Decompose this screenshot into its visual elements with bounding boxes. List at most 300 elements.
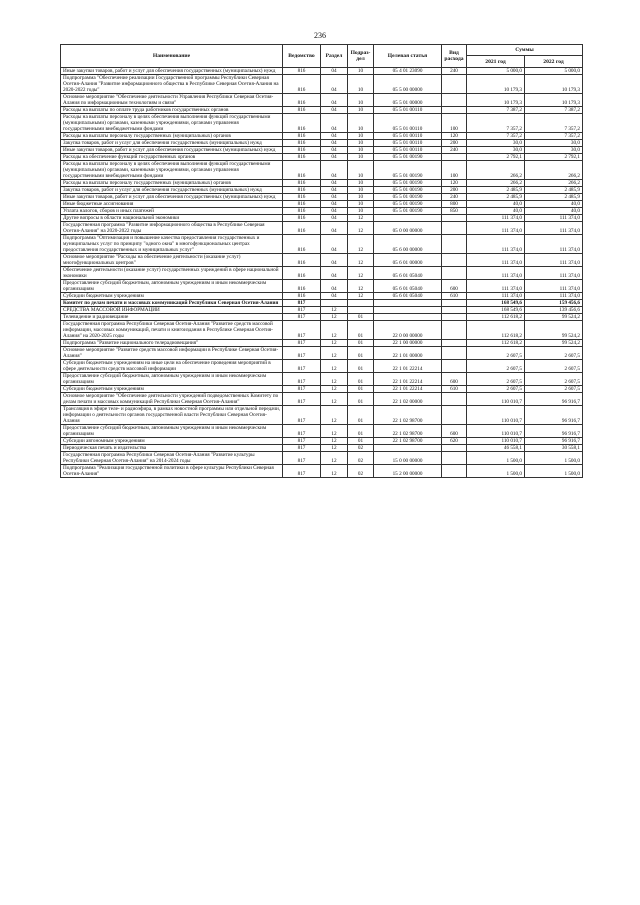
row-razdel: 12 [321,321,348,340]
row-razdel: 12 [321,425,348,438]
row-vr [442,465,467,478]
row-razdel: 12 [321,307,348,314]
row-csr: 05 5 01 00110 [374,147,442,154]
table-row [61,215,583,222]
row-name: Другие вопросы в области национальной экономики [61,215,283,222]
row-podrazdel: 10 [348,140,374,147]
table-row [61,107,583,114]
row-csr: 05 6 00 00000 [374,235,442,254]
row-name: Предоставление субсидий бюджетным, автономным учреждениям и иным некоммерческим организациям [61,373,283,386]
row-sum-2021: 2 607,5 [467,347,525,360]
row-sum-2021: 110 010,7 [467,406,525,425]
row-name: Государственная программа "Развитие информационного общества в Республике Северная Осетия-Алания" на 2020-2022 годы [61,222,283,235]
row-razdel: 04 [321,201,348,208]
row-ved: 817 [283,300,321,307]
header-vr: Вид расхода [442,45,467,68]
row-ved: 817 [283,360,321,373]
row-name: Расходы на выплаты персоналу в целях обеспечения выполнения функций государственными (муниципальными) органами, казенными учреждениями, органами управления государственными внебюджетными фондами [61,161,283,180]
row-ved: 816 [283,208,321,215]
row-sum-2021: 2 485,9 [467,187,525,194]
row-ved: 816 [283,215,321,222]
header-year-2022: 2022 год [525,56,583,68]
budget-table-body [61,68,583,478]
row-csr: 05 5 01 00190 [374,187,442,194]
row-sum-2021: 2 485,9 [467,194,525,201]
row-name: Основное мероприятие "Обеспечение деятельности Управления Республики Северная Осетия-Алания по информационным технологиям и связи" [61,94,283,107]
row-sum-2022: 2 792,1 [525,154,583,161]
row-sum-2022: 1 500,0 [525,465,583,478]
row-podrazdel: 10 [348,75,374,94]
row-razdel: 04 [321,133,348,140]
row-sum-2022: 99 524,2 [525,314,583,321]
row-csr: 05 5 01 00000 [374,94,442,107]
row-ved: 816 [283,154,321,161]
row-sum-2022: 111 374,0 [525,267,583,280]
row-sum-2021: 10 179,3 [467,75,525,94]
row-name: СРЕДСТВА МАССОВОЙ ИНФОРМАЦИИ [61,307,283,314]
row-csr: 05 5 01 00110 [374,140,442,147]
table-row [61,254,583,267]
row-podrazdel: 01 [348,340,374,347]
row-ved: 816 [283,293,321,300]
row-razdel: 04 [321,68,348,75]
row-name: Субсидии бюджетным учреждениям [61,293,283,300]
row-name: Субсидии бюджетным учреждениям на иные цели на обеспечение проведения мероприятий в сфере деятельности средств массовой информации [61,360,283,373]
row-csr: 05 5 01 00190 [374,154,442,161]
row-podrazdel: 12 [348,254,374,267]
table-row [61,314,583,321]
row-podrazdel: 12 [348,222,374,235]
table-row [61,133,583,140]
row-razdel: 12 [321,438,348,445]
row-sum-2021: 111 374,0 [467,254,525,267]
row-name: Подпрограмма "Развитие национального телерадиовещания" [61,340,283,347]
row-sum-2022: 30 558,1 [525,445,583,452]
row-sum-2021: 111 374,0 [467,235,525,254]
row-vr [442,393,467,406]
row-name: Уплата налогов, сборов и иных платежей [61,208,283,215]
row-ved: 816 [283,68,321,75]
row-podrazdel: 01 [348,314,374,321]
row-ved: 817 [283,386,321,393]
row-podrazdel: 10 [348,107,374,114]
row-csr: 05 5 01 00190 [374,201,442,208]
row-ved: 816 [283,235,321,254]
row-razdel: 04 [321,140,348,147]
row-podrazdel: 10 [348,147,374,154]
row-ved: 817 [283,438,321,445]
table-row [61,154,583,161]
row-sum-2022: 111 374,0 [525,215,583,222]
header-csr: Целевая статья [374,45,442,68]
row-ved: 816 [283,194,321,201]
row-csr: 05 6 01 05040 [374,293,442,300]
row-sum-2021: 112 618,2 [467,314,525,321]
row-vr [442,347,467,360]
row-podrazdel: 01 [348,347,374,360]
row-ved: 817 [283,373,321,386]
row-csr: 05 5 01 00190 [374,161,442,180]
row-podrazdel: 01 [348,425,374,438]
row-razdel: 04 [321,114,348,133]
table-row [61,340,583,347]
row-podrazdel: 12 [348,293,374,300]
row-sum-2021: 111 374,0 [467,280,525,293]
row-razdel: 04 [321,147,348,154]
row-sum-2021: 10 179,3 [467,94,525,107]
row-ved: 816 [283,75,321,94]
row-vr [442,222,467,235]
row-podrazdel: 01 [348,406,374,425]
row-csr: 05 5 01 00190 [374,180,442,187]
row-razdel: 12 [321,340,348,347]
table-row [61,140,583,147]
row-csr: 05 5 01 00190 [374,194,442,201]
table-row [61,406,583,425]
row-vr: 600 [442,373,467,386]
row-sum-2022: 30,0 [525,147,583,154]
header-year-2021: 2021 год [467,56,525,68]
row-razdel: 12 [321,314,348,321]
row-podrazdel: 02 [348,465,374,478]
row-razdel: 04 [321,154,348,161]
row-sum-2022: 111 374,0 [525,280,583,293]
row-sum-2022: 7 357,2 [525,133,583,140]
row-csr [374,445,442,452]
row-ved: 817 [283,340,321,347]
table-row [61,68,583,75]
row-podrazdel: 10 [348,180,374,187]
row-vr [442,340,467,347]
row-ved: 817 [283,445,321,452]
row-sum-2021: 1 500,0 [467,452,525,465]
row-sum-2021: 168 549,6 [467,300,525,307]
row-csr: 22 1 01 22214 [374,386,442,393]
row-sum-2022: 111 374,0 [525,222,583,235]
row-razdel: 04 [321,194,348,201]
row-name: Подпрограмма "Реализация государственной политики в сфере культуры Республики Северная Осетия-Алания" [61,465,283,478]
row-sum-2021: 110 010,7 [467,393,525,406]
row-sum-2021: 7 357,2 [467,133,525,140]
row-sum-2022: 5 000,0 [525,68,583,75]
row-razdel: 12 [321,360,348,373]
row-ved: 816 [283,140,321,147]
row-sum-2022: 7 357,2 [525,114,583,133]
row-sum-2022: 2 485,9 [525,194,583,201]
row-podrazdel: 10 [348,133,374,140]
row-ved: 817 [283,393,321,406]
row-razdel: 04 [321,222,348,235]
row-razdel [321,300,348,307]
row-sum-2021: 40,0 [467,201,525,208]
row-vr: 240 [442,194,467,201]
row-vr: 600 [442,425,467,438]
row-name: Предоставление субсидий бюджетным, автономным учреждениям и иным некоммерческим организациям [61,280,283,293]
row-sum-2022: 111 374,0 [525,254,583,267]
row-podrazdel: 12 [348,235,374,254]
row-csr: 05 5 01 00110 [374,107,442,114]
table-row [61,425,583,438]
row-csr [374,300,442,307]
row-podrazdel: 10 [348,94,374,107]
row-vr: 850 [442,208,467,215]
row-sum-2021: 2 607,5 [467,360,525,373]
row-sum-2021: 111 374,0 [467,267,525,280]
row-razdel: 04 [321,235,348,254]
row-vr: 610 [442,386,467,393]
row-sum-2022: 30,0 [525,140,583,147]
row-vr: 100 [442,114,467,133]
row-razdel: 12 [321,406,348,425]
header-ved: Ведомство [283,45,321,68]
row-ved: 817 [283,321,321,340]
page-number: 236 [314,31,326,40]
table-row [61,321,583,340]
header-summy: Суммы [467,45,583,56]
row-vr: 120 [442,180,467,187]
table-row [61,94,583,107]
row-vr: 620 [442,438,467,445]
row-csr: 22 1 01 22214 [374,373,442,386]
row-ved: 817 [283,425,321,438]
row-razdel: 12 [321,445,348,452]
table-row [61,201,583,208]
row-csr: 05 4 01 23090 [374,68,442,75]
row-sum-2021: 168 549,6 [467,307,525,314]
row-ved: 816 [283,147,321,154]
row-csr: 15 2 00 00000 [374,465,442,478]
row-sum-2021: 5 000,0 [467,68,525,75]
row-sum-2022: 266,2 [525,180,583,187]
row-vr: 600 [442,280,467,293]
row-razdel: 04 [321,267,348,280]
row-name: Периодическая печать и издательства [61,445,283,452]
row-csr: 22 1 02 98700 [374,406,442,425]
row-sum-2021: 266,2 [467,161,525,180]
row-sum-2021: 111 374,0 [467,293,525,300]
header-razdel: Раздел [321,45,348,68]
row-ved: 817 [283,452,321,465]
row-name: Иные закупки товаров, работ и услуг для обеспечения государственных (муниципальных) нужд [61,68,283,75]
row-vr [442,215,467,222]
row-name: Основное мероприятие "Развитие средств массовой информации в Республике Северная Осетия-Алания" [61,347,283,360]
row-csr: 05 5 00 00000 [374,75,442,94]
table-row [61,187,583,194]
row-name: Телевидение и радиовещание [61,314,283,321]
table-row [61,465,583,478]
row-name: Обеспечение деятельности (оказание услуг) государственных учреждений в сфере национальной экономики [61,267,283,280]
row-sum-2021: 46 558,1 [467,445,525,452]
row-vr [442,154,467,161]
row-name: Трансляция в эфире теле- и радиоэфира, в рамках новостной программы или отдельной передачи, информации о деятельности органов государственной власти Республики Северная Осетия-Алания [61,406,283,425]
row-podrazdel: 10 [348,68,374,75]
row-vr [442,300,467,307]
table-row [61,267,583,280]
row-sum-2022: 159 456,6 [525,300,583,307]
row-ved: 816 [283,94,321,107]
row-ved: 816 [283,187,321,194]
row-vr [442,94,467,107]
row-name: Расходы на выплаты по оплате труда работников государственных органов [61,107,283,114]
row-sum-2022: 99 524,2 [525,321,583,340]
row-sum-2022: 40,0 [525,208,583,215]
table-row [61,222,583,235]
row-razdel: 04 [321,161,348,180]
table-row [61,300,583,307]
row-sum-2022: 96 916,7 [525,406,583,425]
row-csr: 05 5 01 00110 [374,114,442,133]
row-vr [442,107,467,114]
row-name: Закупка товаров, работ и услуг для обеспечения государственных (муниципальных) нужд [61,187,283,194]
row-podrazdel: 01 [348,373,374,386]
row-podrazdel: 10 [348,114,374,133]
row-sum-2021: 112 618,2 [467,340,525,347]
row-vr: 200 [442,140,467,147]
row-sum-2021: 266,2 [467,180,525,187]
table-row [61,452,583,465]
row-razdel: 04 [321,187,348,194]
row-sum-2021: 110 010,7 [467,438,525,445]
row-ved: 816 [283,267,321,280]
row-sum-2021: 1 500,0 [467,465,525,478]
table-row [61,393,583,406]
table-row [61,347,583,360]
row-podrazdel: 12 [348,215,374,222]
row-razdel: 04 [321,254,348,267]
row-csr: 22 1 02 98700 [374,425,442,438]
row-sum-2021: 7 357,2 [467,114,525,133]
row-csr: 05 6 01 05040 [374,267,442,280]
row-name: Расходы на выплаты персоналу в целях обеспечения выполнения функций государственными (муниципальными) органами, казенными учреждениями, органами управления государственными внебюджетными фондами [61,114,283,133]
table-row [61,194,583,201]
row-razdel: 04 [321,180,348,187]
row-sum-2022: 2 607,5 [525,386,583,393]
table-row [61,180,583,187]
row-ved: 817 [283,347,321,360]
row-ved: 816 [283,161,321,180]
row-csr: 05 6 01 00000 [374,254,442,267]
row-podrazdel: 02 [348,452,374,465]
row-sum-2022: 10 179,3 [525,75,583,94]
row-sum-2021: 111 374,0 [467,222,525,235]
row-sum-2021: 2 607,5 [467,373,525,386]
row-sum-2022: 96 916,7 [525,393,583,406]
row-name: Расходы на обеспечение функций государственных органов [61,154,283,161]
row-ved: 816 [283,180,321,187]
row-sum-2022: 2 607,5 [525,347,583,360]
row-csr: 22 1 02 98700 [374,438,442,445]
row-podrazdel: 10 [348,161,374,180]
row-razdel: 04 [321,107,348,114]
row-podrazdel: 10 [348,194,374,201]
row-sum-2021: 2 792,1 [467,154,525,161]
row-sum-2022: 40,0 [525,201,583,208]
row-ved: 816 [283,133,321,140]
table-row [61,208,583,215]
row-vr [442,267,467,280]
row-name: Основное мероприятие "Обеспечение деятельности учреждений подведомственных Комитету по делам печати и массовых коммуникаций Республики Северная Осетия-Алания" [61,393,283,406]
row-name: Основное мероприятие "Расходы на обеспечение деятельности (оказание услуг) многофункциональных центров" [61,254,283,267]
row-vr: 100 [442,161,467,180]
row-name: Подпрограмма "Оптимизация и повышение качества предоставления государственных и муниципальных услуг по принципу "одного окна" в многофункциональных центрах предоставления государственных и муниципальных услуг" [61,235,283,254]
row-podrazdel: 10 [348,154,374,161]
row-sum-2022: 10 179,3 [525,94,583,107]
row-name: Субсидии бюджетным учреждениям [61,386,283,393]
row-sum-2022: 111 374,0 [525,235,583,254]
row-podrazdel: 02 [348,445,374,452]
row-name: Иные бюджетные ассигнования [61,201,283,208]
row-ved: 816 [283,254,321,267]
row-csr: 22 1 02 00000 [374,393,442,406]
row-csr: 22 1 00 00000 [374,340,442,347]
row-podrazdel: 10 [348,201,374,208]
row-vr: 200 [442,187,467,194]
table-row [61,445,583,452]
row-vr [442,445,467,452]
row-sum-2022: 111 374,0 [525,293,583,300]
row-sum-2022: 2 485,9 [525,187,583,194]
row-sum-2022: 96 916,7 [525,425,583,438]
row-name: Иные закупки товаров, работ и услуг для обеспечения государственных (муниципальных) нужд [61,147,283,154]
table-row [61,307,583,314]
row-csr: 05 6 01 05040 [374,280,442,293]
row-razdel: 04 [321,280,348,293]
table-row [61,280,583,293]
row-sum-2022: 266,2 [525,161,583,180]
table-row [61,161,583,180]
row-vr: 240 [442,68,467,75]
row-ved: 817 [283,465,321,478]
row-csr [374,215,442,222]
row-sum-2021: 2 607,5 [467,386,525,393]
row-name: Государственная программа Республики Северная Осетия-Алания "Развитие культуры Республики Северная Осетия-Алания" на 2014-2024 годы [61,452,283,465]
row-csr: 05 5 01 00110 [374,133,442,140]
table-row [61,438,583,445]
row-csr: 05 0 00 00000 [374,222,442,235]
row-ved: 816 [283,107,321,114]
row-ved: 817 [283,307,321,314]
row-csr: 22 1 01 00000 [374,347,442,360]
row-razdel: 04 [321,75,348,94]
budget-table [60,44,583,478]
row-name: Расходы на выплаты персоналу государственных (муниципальных) органов [61,180,283,187]
row-podrazdel: 01 [348,360,374,373]
header-podrazdel: Подраз- дел [348,45,374,68]
row-name: Расходы на выплаты персоналу государственных (муниципальных) органов [61,133,283,140]
table-row [61,235,583,254]
header-name: Наименование [61,45,283,68]
row-sum-2022: 96 916,7 [525,438,583,445]
row-sum-2022: 7 387,2 [525,107,583,114]
row-vr [442,307,467,314]
row-vr: 120 [442,133,467,140]
row-name: Комитет по делам печати и массовых коммуникаций Республики Северная Осетия-Алания [61,300,283,307]
row-razdel: 12 [321,386,348,393]
row-podrazdel: 12 [348,280,374,293]
table-row [61,293,583,300]
row-sum-2021: 111 374,0 [467,215,525,222]
row-sum-2021: 7 387,2 [467,107,525,114]
row-sum-2022: 2 607,5 [525,360,583,373]
row-podrazdel: 10 [348,187,374,194]
row-razdel: 12 [321,347,348,360]
row-csr [374,314,442,321]
row-ved: 816 [283,114,321,133]
table-row [61,114,583,133]
row-name: Закупка товаров, работ и услуг для обеспечения государственных (муниципальных) нужд [61,140,283,147]
row-podrazdel: 01 [348,386,374,393]
row-csr: 05 5 01 00190 [374,208,442,215]
